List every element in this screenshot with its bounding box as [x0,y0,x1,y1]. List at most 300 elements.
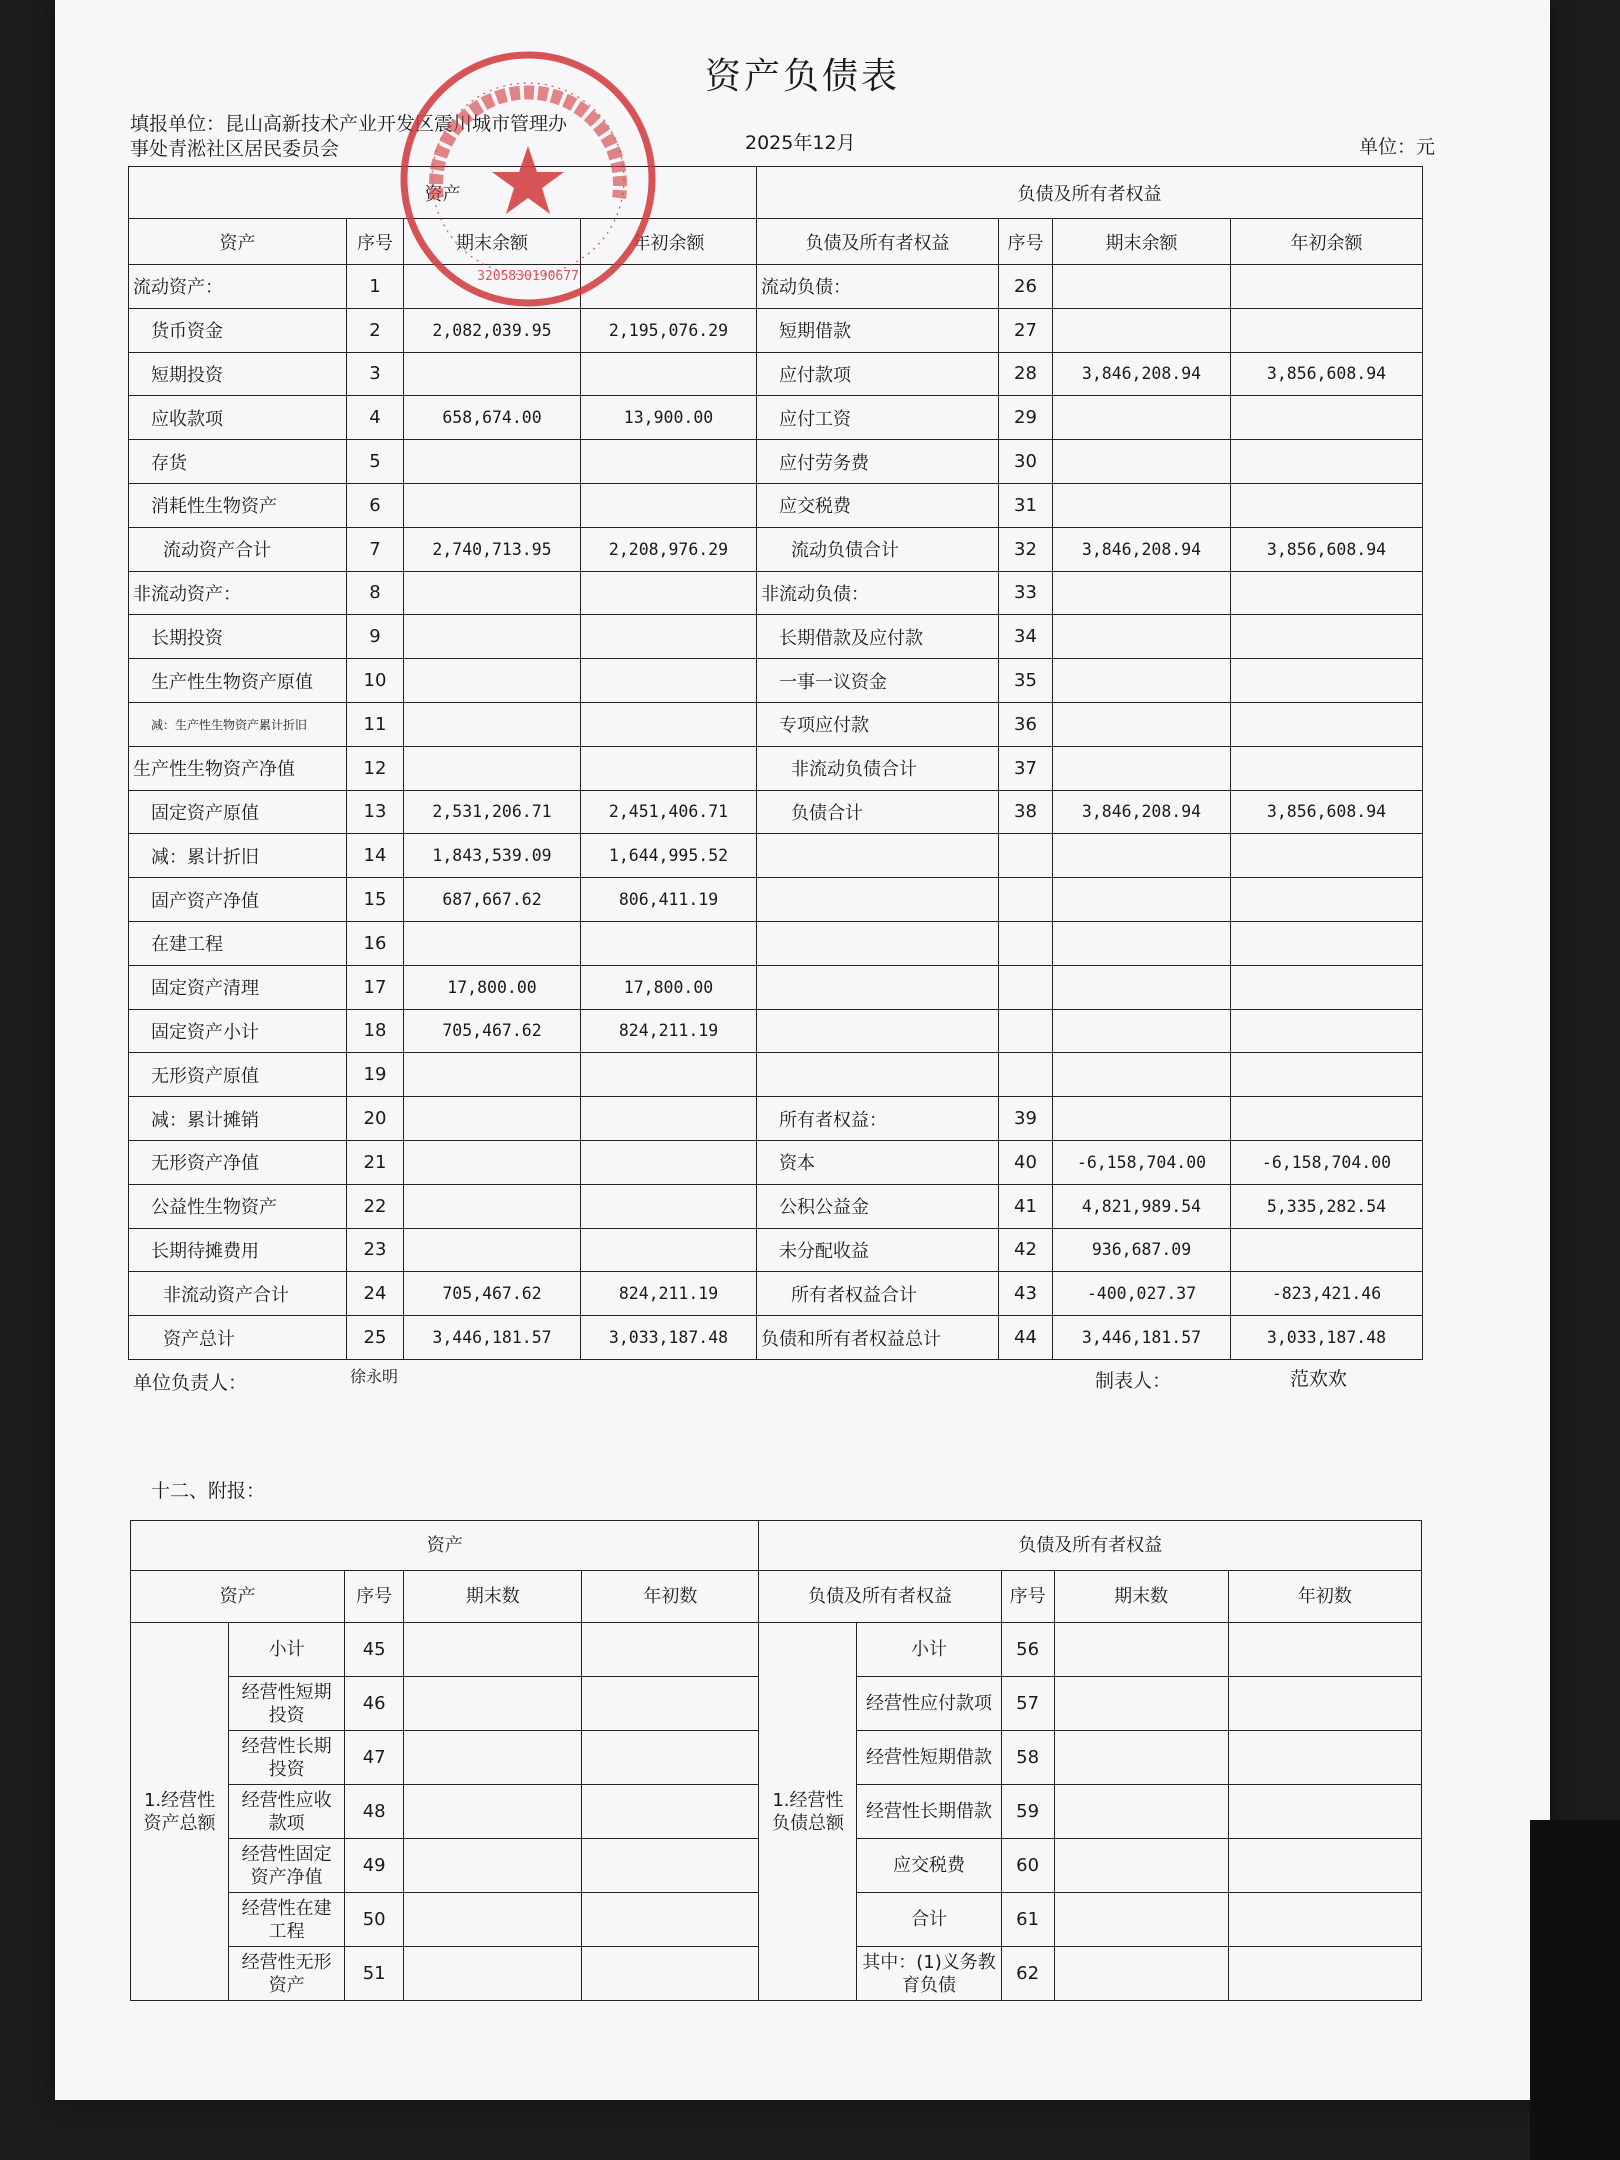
liability-end-balance: 4,821,989.54 [1053,1184,1231,1228]
appendix-asset-begin [582,1623,759,1677]
leader-label: 单位负责人： [133,1372,248,1394]
liability-end-balance: 3,846,208.94 [1053,790,1231,834]
appendix-asset-begin [582,1947,759,2001]
appendix-liabilities-header: 负债及所有者权益 [759,1521,1422,1571]
appendix-liability-end [1054,1623,1228,1677]
appendix-asset-item: 经营性短期投资 [229,1677,345,1731]
table-row [129,615,1423,659]
liability-seq: 36 [999,702,1053,746]
appendix-asset-begin [582,1839,759,1893]
asset-item: 资产总计 [129,1316,347,1360]
appendix-asset-item: 经营性长期投资 [229,1731,345,1785]
asset-item: 非流动资产： [129,571,347,615]
appendix-liability-end [1054,1785,1228,1839]
asset-seq: 23 [347,1228,404,1272]
table-row [129,527,1423,571]
asset-seq: 1 [347,265,404,309]
appendix-liability-begin [1228,1785,1421,1839]
asset-end-balance [404,1140,581,1184]
table-row [129,834,1423,878]
preparer-name: 范欢欢 [1290,1368,1348,1390]
asset-seq: 21 [347,1140,404,1184]
col-end-balance-right: 期末余额 [1053,219,1231,265]
appendix-asset-begin [582,1893,759,1947]
liability-end-balance: -6,158,704.00 [1053,1140,1231,1184]
appendix-liability-begin [1228,1731,1421,1785]
asset-item: 应收款项 [129,396,347,440]
asset-seq: 5 [347,440,404,484]
table-row [129,1272,1423,1316]
asset-begin-balance: 824,211.19 [581,1009,757,1053]
appendix-col-seq-r: 序号 [1001,1571,1054,1623]
table-row [129,878,1423,922]
asset-seq: 13 [347,790,404,834]
balance-sheet-table [128,166,1423,1360]
asset-seq: 7 [347,527,404,571]
asset-begin-balance [581,352,757,396]
liability-seq: 37 [999,746,1053,790]
liability-end-balance [1053,746,1231,790]
col-seq-right: 序号 [999,219,1053,265]
liability-begin-balance: -823,421.46 [1231,1272,1423,1316]
appendix-col-liability: 负债及所有者权益 [759,1571,1001,1623]
liability-item: 公积公益金 [757,1184,999,1228]
asset-seq: 19 [347,1053,404,1097]
liability-end-balance [1053,1097,1231,1141]
asset-begin-balance: 3,033,187.48 [581,1316,757,1360]
table-row [129,1053,1423,1097]
paper-sheet [55,0,1550,2100]
liability-item: 所有者权益合计 [757,1272,999,1316]
appendix-label: 十二、附报： [151,1480,266,1502]
appendix-liability-seq: 57 [1001,1677,1054,1731]
appendix-left-group: 1.经营性资产总额 [131,1623,229,2001]
liability-end-balance [1053,571,1231,615]
appendix-asset-seq: 50 [345,1893,404,1947]
liability-end-balance: 3,846,208.94 [1053,527,1231,571]
appendix-row [131,1623,1422,1677]
col-liability: 负债及所有者权益 [757,219,999,265]
appendix-asset-item: 经营性在建工程 [229,1893,345,1947]
asset-item: 无形资产净值 [129,1140,347,1184]
asset-seq: 15 [347,878,404,922]
asset-seq: 22 [347,1184,404,1228]
liability-item: 应付劳务费 [757,440,999,484]
liability-item: 应付工资 [757,396,999,440]
appendix-asset-seq: 49 [345,1839,404,1893]
liability-item: 非流动负债合计 [757,746,999,790]
asset-item: 长期待摊费用 [129,1228,347,1272]
asset-begin-balance: 2,208,976.29 [581,527,757,571]
appendix-liability-end [1054,1839,1228,1893]
asset-end-balance [404,702,581,746]
asset-end-balance [404,1097,581,1141]
asset-item: 存货 [129,440,347,484]
asset-end-balance [404,1184,581,1228]
asset-end-balance: 2,531,206.71 [404,790,581,834]
appendix-section-row [131,1521,1422,1571]
appendix-table [130,1520,1422,2001]
liability-end-balance [1053,396,1231,440]
appendix-asset-begin [582,1677,759,1731]
liabilities-section-header: 负债及所有者权益 [757,167,1423,219]
asset-seq: 8 [347,571,404,615]
asset-item: 固产资产净值 [129,878,347,922]
liability-seq [999,834,1053,878]
asset-end-balance: 658,674.00 [404,396,581,440]
table-row [129,746,1423,790]
asset-begin-balance: 1,644,995.52 [581,834,757,878]
appendix-liability-seq: 60 [1001,1839,1054,1893]
appendix-body [131,1623,1422,2001]
asset-end-balance [404,440,581,484]
appendix-liability-item: 其中：(1)义务教育负债 [857,1947,1001,2001]
liability-item [757,965,999,1009]
liability-begin-balance [1231,571,1423,615]
col-begin-balance: 年初余额 [581,219,757,265]
reporting-unit-line2: 事处青淞社区居民委员会 [130,138,340,160]
asset-begin-balance [581,1053,757,1097]
liability-begin-balance [1231,440,1423,484]
col-asset: 资产 [129,219,347,265]
liability-end-balance: 3,446,181.57 [1053,1316,1231,1360]
appendix-col-end-r: 期末数 [1054,1571,1228,1623]
appendix-asset-item: 经营性固定资产净值 [229,1839,345,1893]
appendix-liability-item: 经营性长期借款 [857,1785,1001,1839]
liability-begin-balance [1231,308,1423,352]
assets-section-header: 资产 [129,167,757,219]
asset-begin-balance [581,659,757,703]
asset-seq: 18 [347,1009,404,1053]
liability-begin-balance: 3,856,608.94 [1231,352,1423,396]
asset-begin-balance [581,746,757,790]
asset-item: 货币资金 [129,308,347,352]
appendix-liability-end [1054,1947,1228,2001]
liability-item: 负债合计 [757,790,999,834]
appendix-liability-item: 经营性短期借款 [857,1731,1001,1785]
liability-end-balance [1053,1009,1231,1053]
asset-seq: 20 [347,1097,404,1141]
table-row [129,1184,1423,1228]
table-row [129,790,1423,834]
appendix-col-begin: 年初数 [582,1571,759,1623]
dark-background-edge [1530,1820,1620,2160]
table-row [129,352,1423,396]
liability-end-balance: 936,687.09 [1053,1228,1231,1272]
asset-begin-balance [581,615,757,659]
liability-begin-balance: -6,158,704.00 [1231,1140,1423,1184]
asset-end-balance [404,352,581,396]
liability-item: 应交税费 [757,483,999,527]
appendix-liability-item: 合计 [857,1893,1001,1947]
asset-end-balance: 3,446,181.57 [404,1316,581,1360]
liability-begin-balance: 5,335,282.54 [1231,1184,1423,1228]
asset-item: 流动资产： [129,265,347,309]
asset-item: 生产性生物资产原值 [129,659,347,703]
table-row [129,308,1423,352]
reporting-unit [130,112,600,162]
appendix-liability-item: 小计 [857,1623,1001,1677]
appendix-asset-item: 小计 [229,1623,345,1677]
liability-begin-balance [1231,878,1423,922]
table-row [129,1009,1423,1053]
liability-item: 一事一议资金 [757,659,999,703]
liability-item: 应付款项 [757,352,999,396]
asset-begin-balance: 17,800.00 [581,965,757,1009]
appendix-liability-item: 经营性应付款项 [857,1677,1001,1731]
asset-end-balance [404,265,581,309]
liability-seq: 41 [999,1184,1053,1228]
asset-end-balance [404,1053,581,1097]
asset-item: 短期投资 [129,352,347,396]
appendix-liability-end [1054,1893,1228,1947]
asset-begin-balance: 2,451,406.71 [581,790,757,834]
liability-begin-balance [1231,834,1423,878]
appendix-asset-seq: 51 [345,1947,404,2001]
seal-code: 3205830190677 [477,269,579,284]
liability-item [757,834,999,878]
asset-seq: 25 [347,1316,404,1360]
asset-begin-balance [581,1097,757,1141]
reporting-unit-line1: 填报单位：昆山高新技术产业开发区震川城市管理办 [130,113,568,135]
table-row [129,1228,1423,1272]
liability-seq: 32 [999,527,1053,571]
liability-item: 短期借款 [757,308,999,352]
liability-item [757,878,999,922]
asset-seq: 14 [347,834,404,878]
liability-item: 流动负债： [757,265,999,309]
asset-begin-balance [581,483,757,527]
liability-seq: 26 [999,265,1053,309]
liability-begin-balance [1231,615,1423,659]
liability-end-balance [1053,965,1231,1009]
asset-item: 无形资产原值 [129,1053,347,1097]
table-row [129,396,1423,440]
table-row [129,571,1423,615]
asset-end-balance [404,746,581,790]
appendix-asset-end [404,1785,582,1839]
asset-item: 在建工程 [129,921,347,965]
liability-item: 非流动负债： [757,571,999,615]
appendix-liability-begin [1228,1623,1421,1677]
asset-begin-balance [581,702,757,746]
report-date: 2025年12月 [745,132,856,154]
asset-end-balance [404,659,581,703]
liability-end-balance [1053,308,1231,352]
asset-item: 减：生产性生物资产累计折旧 [129,702,347,746]
appendix-col-begin-r: 年初数 [1228,1571,1421,1623]
table-row [129,265,1423,309]
liability-seq: 29 [999,396,1053,440]
asset-end-balance: 687,667.62 [404,878,581,922]
liability-item: 长期借款及应付款 [757,615,999,659]
liability-end-balance [1053,615,1231,659]
liability-item: 资本 [757,1140,999,1184]
appendix-asset-end [404,1677,582,1731]
liability-seq: 33 [999,571,1053,615]
liability-begin-balance [1231,1009,1423,1053]
asset-item: 非流动资产合计 [129,1272,347,1316]
liability-end-balance: 3,846,208.94 [1053,352,1231,396]
table-row [129,1140,1423,1184]
appendix-asset-begin [582,1731,759,1785]
appendix-liability-begin [1228,1677,1421,1731]
currency-unit: 单位：元 [1358,136,1435,158]
asset-begin-balance [581,571,757,615]
appendix-asset-seq: 47 [345,1731,404,1785]
asset-begin-balance [581,440,757,484]
asset-seq: 17 [347,965,404,1009]
asset-seq: 11 [347,702,404,746]
asset-seq: 4 [347,396,404,440]
asset-item: 固定资产小计 [129,1009,347,1053]
asset-begin-balance [581,265,757,309]
asset-end-balance: 2,740,713.95 [404,527,581,571]
appendix-asset-end [404,1839,582,1893]
balance-sheet-body [129,265,1423,1360]
asset-begin-balance: 806,411.19 [581,878,757,922]
table-row [129,440,1423,484]
liability-begin-balance [1231,1053,1423,1097]
appendix-col-asset: 资产 [131,1571,345,1623]
liability-end-balance [1053,921,1231,965]
asset-end-balance [404,921,581,965]
asset-end-balance [404,571,581,615]
liability-seq: 31 [999,483,1053,527]
asset-item: 减：累计摊销 [129,1097,347,1141]
liability-begin-balance: 3,856,608.94 [1231,527,1423,571]
liability-end-balance [1053,878,1231,922]
liability-begin-balance [1231,1097,1423,1141]
liability-item: 所有者权益： [757,1097,999,1141]
liability-seq: 44 [999,1316,1053,1360]
liability-seq [999,921,1053,965]
appendix-asset-seq: 45 [345,1623,404,1677]
table-row [129,702,1423,746]
liability-end-balance: -400,027.37 [1053,1272,1231,1316]
table-row [129,659,1423,703]
liability-seq [999,878,1053,922]
appendix-liability-item: 应交税费 [857,1839,1001,1893]
appendix-column-row [131,1571,1422,1623]
asset-seq: 3 [347,352,404,396]
asset-end-balance: 705,467.62 [404,1272,581,1316]
asset-end-balance [404,483,581,527]
liability-seq: 39 [999,1097,1053,1141]
table-row [129,1097,1423,1141]
asset-begin-balance: 13,900.00 [581,396,757,440]
appendix-asset-begin [582,1785,759,1839]
table-row [129,1316,1423,1360]
asset-seq: 24 [347,1272,404,1316]
appendix-liability-seq: 56 [1001,1623,1054,1677]
liability-begin-balance: 3,033,187.48 [1231,1316,1423,1360]
liability-begin-balance [1231,965,1423,1009]
liability-end-balance [1053,265,1231,309]
liability-seq: 30 [999,440,1053,484]
table-row [129,965,1423,1009]
appendix-asset-seq: 48 [345,1785,404,1839]
liability-seq: 34 [999,615,1053,659]
liability-end-balance [1053,702,1231,746]
appendix-asset-item: 经营性无形资产 [229,1947,345,2001]
appendix-right-group: 1.经营性负债总额 [759,1623,857,2001]
liability-seq: 38 [999,790,1053,834]
asset-item: 消耗性生物资产 [129,483,347,527]
asset-seq: 16 [347,921,404,965]
asset-item: 减：累计折旧 [129,834,347,878]
liability-item: 未分配收益 [757,1228,999,1272]
liability-seq: 28 [999,352,1053,396]
liability-begin-balance [1231,659,1423,703]
liability-seq: 40 [999,1140,1053,1184]
liability-end-balance [1053,834,1231,878]
asset-end-balance: 1,843,539.09 [404,834,581,878]
appendix-liability-seq: 62 [1001,1947,1054,2001]
liability-end-balance [1053,483,1231,527]
asset-begin-balance [581,1140,757,1184]
liability-begin-balance [1231,746,1423,790]
asset-begin-balance: 2,195,076.29 [581,308,757,352]
asset-begin-balance [581,1228,757,1272]
asset-seq: 6 [347,483,404,527]
appendix-liability-seq: 59 [1001,1785,1054,1839]
preparer-label: 制表人： [1095,1370,1172,1392]
asset-end-balance [404,615,581,659]
asset-end-balance [404,1228,581,1272]
asset-end-balance: 17,800.00 [404,965,581,1009]
appendix-asset-end [404,1623,582,1677]
appendix-asset-end [404,1731,582,1785]
liability-begin-balance [1231,702,1423,746]
liability-begin-balance: 3,856,608.94 [1231,790,1423,834]
asset-begin-balance [581,1184,757,1228]
appendix-liability-end [1054,1677,1228,1731]
liability-seq: 35 [999,659,1053,703]
appendix-liability-begin [1228,1893,1421,1947]
liability-seq [999,1053,1053,1097]
asset-item: 固定资产清理 [129,965,347,1009]
asset-seq: 12 [347,746,404,790]
liability-begin-balance [1231,265,1423,309]
appendix-assets-header: 资产 [131,1521,759,1571]
appendix-liability-seq: 61 [1001,1893,1054,1947]
table-row [129,921,1423,965]
column-header-row [129,219,1423,265]
liability-item [757,1009,999,1053]
liability-seq: 27 [999,308,1053,352]
asset-item: 固定资产原值 [129,790,347,834]
leader-name: 徐永明 [350,1367,399,1386]
appendix-liability-begin [1228,1947,1421,2001]
section-header-row [129,167,1423,219]
col-seq: 序号 [347,219,404,265]
asset-end-balance: 705,467.62 [404,1009,581,1053]
asset-end-balance: 2,082,039.95 [404,308,581,352]
liability-end-balance [1053,440,1231,484]
liability-item: 负债和所有者权益总计 [757,1316,999,1360]
liability-begin-balance [1231,921,1423,965]
asset-seq: 10 [347,659,404,703]
liability-seq [999,965,1053,1009]
liability-seq: 43 [999,1272,1053,1316]
appendix-asset-seq: 46 [345,1677,404,1731]
asset-begin-balance: 824,211.19 [581,1272,757,1316]
appendix-liability-begin [1228,1839,1421,1893]
appendix-liability-seq: 58 [1001,1731,1054,1785]
asset-seq: 9 [347,615,404,659]
appendix-col-end: 期末数 [404,1571,582,1623]
